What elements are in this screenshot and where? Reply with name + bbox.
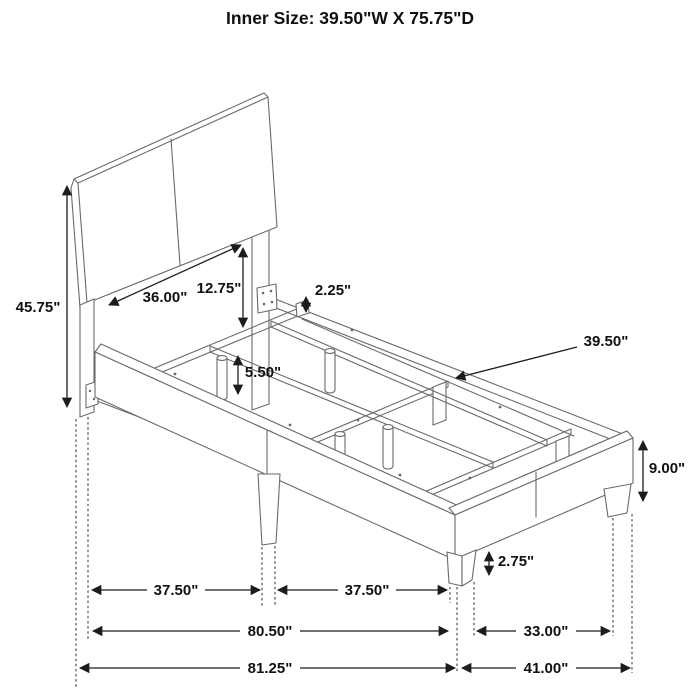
dim-inner-width-label: 39.50" — [583, 333, 629, 350]
dim-rail-length — [93, 623, 448, 640]
dim-foot-leg-spacing-label: 33.00" — [523, 623, 569, 640]
dim-center-leg-height — [238, 356, 281, 394]
dim-span-head-section — [92, 582, 260, 599]
dim-span-foot-section-label: 37.50" — [344, 582, 390, 599]
diagram-title: Inner Size: 39.50"W X 75.75"D — [225, 8, 475, 28]
dim-span-foot-section — [278, 582, 447, 599]
rail-bracket-plate — [257, 284, 277, 313]
foot-right-leg — [604, 484, 631, 517]
dim-foot-leg-spacing — [477, 623, 610, 640]
dim-overall-width — [462, 660, 630, 677]
headboard-panel — [78, 97, 277, 303]
extension-lines — [76, 417, 632, 687]
foot-left-leg-side — [462, 550, 476, 586]
dim-span-head-section-label: 37.50" — [153, 582, 199, 599]
foot-left-leg — [447, 552, 462, 586]
dim-panel-to-slat-drop — [197, 248, 243, 327]
dim-rail-length-label: 80.50" — [247, 623, 293, 640]
dim-side-rail-height — [643, 441, 685, 501]
dim-headboard-panel-width-label: 36.00" — [142, 289, 188, 306]
dim-center-leg-height-label: 5.50" — [244, 364, 282, 381]
dim-foot-leg-height-label: 2.75" — [497, 553, 535, 570]
headboard-right-post — [252, 231, 269, 410]
dim-panel-to-slat-drop-label: 12.75" — [196, 280, 242, 297]
dim-overall-length — [80, 660, 455, 677]
dim-foot-leg-height — [489, 552, 534, 575]
dim-overall-length-label: 81.25" — [247, 660, 293, 677]
dim-side-rail-height-label: 9.00" — [648, 460, 686, 477]
dim-headboard-height — [16, 186, 67, 407]
right-side-rail — [266, 297, 633, 446]
dim-overall-width-label: 41.00" — [523, 660, 569, 677]
dim-rail-top-to-slat — [306, 282, 351, 312]
dim-headboard-height-label: 45.75" — [15, 299, 61, 316]
dim-rail-top-to-slat-label: 2.25" — [314, 282, 352, 299]
dim-inner-width — [456, 333, 628, 378]
mid-left-leg — [258, 474, 280, 545]
frame-rails — [95, 344, 633, 560]
